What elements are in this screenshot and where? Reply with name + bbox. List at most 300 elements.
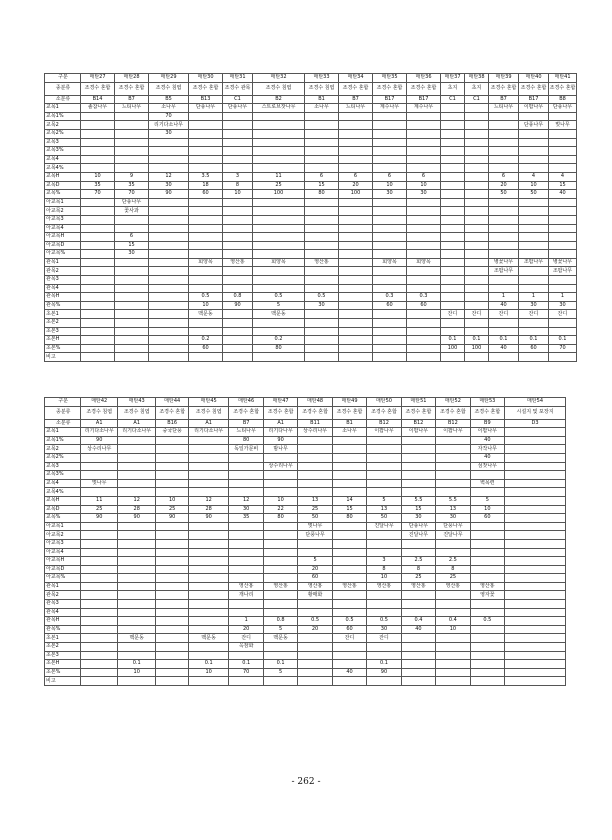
table-cell	[117, 479, 156, 488]
table-cell: 조경수 관목	[223, 82, 253, 95]
table-cell	[81, 565, 117, 574]
table-cell: 이팝나무	[519, 104, 549, 113]
table-cell	[156, 522, 188, 531]
table-cell	[189, 241, 223, 250]
table-cell	[298, 677, 332, 686]
table-cell	[332, 608, 366, 617]
table-cell: 이팝나무	[436, 428, 470, 437]
table-cell	[489, 112, 519, 121]
table-cell: 병꽃나무	[549, 258, 577, 267]
table-cell: 영산홍	[263, 582, 297, 591]
table-cell	[305, 198, 339, 207]
table-cell	[305, 267, 339, 276]
table-cell	[436, 453, 470, 462]
table-cell: 18	[189, 181, 223, 190]
table-cell	[81, 164, 115, 173]
table-cell	[401, 677, 435, 686]
table-cell	[407, 215, 441, 224]
table-cell	[149, 224, 189, 233]
table-cell	[401, 608, 435, 617]
row-label: 교목%	[45, 514, 81, 523]
table-cell: B9	[470, 419, 504, 428]
table-cell: 상수리나무	[263, 462, 297, 471]
table-cell	[470, 634, 504, 643]
table-row	[45, 419, 566, 428]
table-cell	[470, 539, 504, 548]
table-cell	[117, 574, 156, 583]
table-cell	[441, 284, 465, 293]
table-cell	[489, 276, 519, 285]
table-cell	[339, 267, 373, 276]
table-cell: C1	[465, 95, 489, 104]
table-cell	[253, 233, 305, 242]
row-label: 교목%	[45, 190, 81, 199]
table-row	[45, 207, 577, 216]
table-cell	[81, 293, 115, 302]
table-cell	[81, 121, 115, 130]
table-cell: 60	[332, 625, 366, 634]
table-cell: 느티나무	[339, 104, 373, 113]
table-cell	[436, 462, 470, 471]
table-cell	[332, 539, 366, 548]
table-cell	[149, 301, 189, 310]
table-cell	[189, 129, 223, 138]
table-cell	[253, 164, 305, 173]
table-cell: B2	[253, 95, 305, 104]
table-cell: 30	[519, 301, 549, 310]
row-label: 초본2	[45, 643, 81, 652]
table-cell	[305, 241, 339, 250]
table-cell: 조경수 혼합	[436, 406, 470, 419]
table-cell	[465, 164, 489, 173]
table-cell: 매탄36	[407, 74, 441, 83]
table-cell	[81, 224, 115, 233]
table-cell	[117, 488, 156, 497]
table-row	[45, 557, 566, 566]
table-cell	[263, 488, 297, 497]
table-cell	[81, 276, 115, 285]
table-cell	[441, 267, 465, 276]
table-cell	[81, 319, 115, 328]
table-cell: 0.4	[401, 617, 435, 626]
table-cell: 시설지 및 포장지	[505, 406, 566, 419]
table-cell	[367, 436, 401, 445]
row-label: 교목H	[45, 496, 81, 505]
table-row	[45, 112, 577, 121]
table-cell: 영산홍	[229, 582, 263, 591]
table-cell: B12	[367, 419, 401, 428]
table-cell	[117, 651, 156, 660]
table-cell	[441, 164, 465, 173]
table-cell	[229, 574, 263, 583]
table-cell	[489, 284, 519, 293]
table-cell	[188, 591, 229, 600]
table-cell	[519, 155, 549, 164]
table-row	[45, 82, 577, 95]
table-cell	[305, 353, 339, 362]
table-cell	[549, 198, 577, 207]
table-cell: 20	[298, 625, 332, 634]
table-cell	[339, 250, 373, 259]
table-cell: 28	[188, 505, 229, 514]
table-cell: 매탄48	[298, 398, 332, 407]
table-cell	[156, 643, 188, 652]
table-cell	[229, 557, 263, 566]
table-cell	[115, 353, 149, 362]
table-cell	[519, 250, 549, 259]
table-cell: 0.1	[117, 660, 156, 669]
table-cell	[407, 241, 441, 250]
table-cell: 15	[401, 505, 435, 514]
table-cell: 잔디	[229, 634, 263, 643]
table-cell	[373, 164, 407, 173]
table-cell: 40	[489, 301, 519, 310]
table-cell	[332, 677, 366, 686]
table-cell: 3	[367, 557, 401, 566]
table-row	[45, 539, 566, 548]
table-cell: 8	[223, 181, 253, 190]
table-row	[45, 310, 577, 319]
table-cell: 매탄51	[401, 398, 435, 407]
table-row	[45, 181, 577, 190]
table-cell: 매탄35	[373, 74, 407, 83]
table-cell	[436, 634, 470, 643]
table-cell	[149, 155, 189, 164]
table-cell: A1	[81, 419, 117, 428]
table-cell	[149, 276, 189, 285]
table-cell: 15	[332, 505, 366, 514]
table-cell: 70	[229, 668, 263, 677]
row-label: 아교목3	[45, 215, 81, 224]
table-cell: C1	[223, 95, 253, 104]
table-cell: 6	[305, 172, 339, 181]
table-cell	[332, 591, 366, 600]
table-cell: 20	[489, 181, 519, 190]
table-cell	[373, 353, 407, 362]
table-cell	[373, 327, 407, 336]
table-cell	[367, 488, 401, 497]
table-cell: 60	[470, 514, 504, 523]
table-cell: 15	[115, 241, 149, 250]
table-cell: 0.5	[367, 617, 401, 626]
table-cell: 0.1	[465, 336, 489, 345]
table-cell	[81, 591, 117, 600]
table-cell: 잔디	[489, 310, 519, 319]
row-label: 초본1	[45, 634, 81, 643]
table-cell	[441, 319, 465, 328]
row-label: 초본H	[45, 660, 81, 669]
table-cell	[505, 514, 566, 523]
table-cell: 90	[149, 190, 189, 199]
table-cell: 10	[373, 181, 407, 190]
table-cell	[549, 284, 577, 293]
table-cell	[223, 138, 253, 147]
table-cell: 25	[253, 181, 305, 190]
table-cell: 단풍나무	[223, 104, 253, 113]
table-cell: 30	[367, 625, 401, 634]
table-cell	[229, 471, 263, 480]
table-row	[45, 301, 577, 310]
table-cell: 30	[305, 301, 339, 310]
table-cell: 이팝나무	[470, 428, 504, 437]
table-cell	[117, 582, 156, 591]
table-cell	[401, 436, 435, 445]
table-cell	[401, 445, 435, 454]
table-cell: 0.1	[229, 660, 263, 669]
table-cell	[156, 617, 188, 626]
table-cell	[117, 548, 156, 557]
table-cell	[188, 479, 229, 488]
table-cell	[373, 121, 407, 130]
table-cell	[373, 310, 407, 319]
table-cell: 1	[229, 617, 263, 626]
table-cell	[229, 462, 263, 471]
table-cell	[339, 112, 373, 121]
page-number: - 262 -	[291, 777, 321, 787]
row-label: 교목3	[45, 138, 81, 147]
table-row	[45, 591, 566, 600]
table-cell: 90	[188, 514, 229, 523]
table-cell: 10	[470, 505, 504, 514]
table-cell	[489, 164, 519, 173]
table-cell	[505, 428, 566, 437]
table-row	[45, 677, 566, 686]
table-cell	[489, 155, 519, 164]
table-cell	[470, 651, 504, 660]
table-cell	[81, 453, 117, 462]
table-cell	[298, 436, 332, 445]
table-cell: 영산홍	[298, 582, 332, 591]
table-cell	[223, 353, 253, 362]
table-row	[45, 95, 577, 104]
table-cell	[298, 488, 332, 497]
table-cell	[489, 319, 519, 328]
table-row	[45, 155, 577, 164]
table-cell	[263, 453, 297, 462]
table-cell	[470, 557, 504, 566]
table-cell	[470, 608, 504, 617]
table-cell	[489, 147, 519, 156]
table-cell: 35	[229, 514, 263, 523]
table-cell: 30	[149, 129, 189, 138]
table-cell	[263, 608, 297, 617]
table-cell	[339, 276, 373, 285]
table-cell	[188, 677, 229, 686]
table-cell	[156, 668, 188, 677]
table-cell	[298, 479, 332, 488]
table-cell: 매탄41	[549, 74, 577, 83]
table-cell: 회양목	[253, 258, 305, 267]
table-cell	[189, 147, 223, 156]
table-cell	[339, 310, 373, 319]
table-cell: 5	[253, 301, 305, 310]
table-cell	[81, 677, 117, 686]
table-cell	[549, 164, 577, 173]
table-cell	[441, 104, 465, 113]
table-cell	[332, 557, 366, 566]
table-cell: 영산홍	[367, 582, 401, 591]
table-cell: 맥문동	[117, 634, 156, 643]
table-cell	[367, 453, 401, 462]
table-cell	[519, 207, 549, 216]
table-cell: 13	[436, 505, 470, 514]
table-cell	[253, 215, 305, 224]
table-cell	[253, 276, 305, 285]
table-cell	[436, 677, 470, 686]
table-cell: 11	[253, 172, 305, 181]
row-label: 관목2	[45, 591, 81, 600]
table-cell: 0.5	[470, 617, 504, 626]
table-cell	[505, 445, 566, 454]
table-cell: 회양목	[189, 258, 223, 267]
table-cell: 80	[229, 436, 263, 445]
table-cell	[519, 319, 549, 328]
table-cell: 80	[305, 190, 339, 199]
table-cell	[332, 600, 366, 609]
table-row	[45, 276, 577, 285]
table-cell: 4	[519, 172, 549, 181]
table-cell	[332, 462, 366, 471]
table-cell	[407, 310, 441, 319]
table-cell	[519, 284, 549, 293]
row-label: 초본2	[45, 319, 81, 328]
table-cell: 40	[470, 436, 504, 445]
table-cell	[223, 233, 253, 242]
table-cell: 100	[253, 190, 305, 199]
table-cell	[407, 207, 441, 216]
table-cell	[253, 147, 305, 156]
table-cell: 60	[373, 301, 407, 310]
table-cell: 70	[149, 112, 189, 121]
table-cell: 꽃사과	[115, 207, 149, 216]
table-cell: 90	[117, 514, 156, 523]
row-label: 교목2%	[45, 129, 81, 138]
table-cell: 졸참나무	[81, 104, 115, 113]
table-cell	[263, 548, 297, 557]
table-cell: 0.5	[253, 293, 305, 302]
table-cell	[156, 651, 188, 660]
table-cell: 조경수 혼합	[298, 406, 332, 419]
table-row	[45, 233, 577, 242]
table-cell	[407, 224, 441, 233]
table-cell	[470, 565, 504, 574]
table-cell	[465, 207, 489, 216]
table-cell	[465, 319, 489, 328]
table-cell: 맥문동	[189, 310, 223, 319]
row-label: 관목%	[45, 625, 81, 634]
table-cell	[188, 548, 229, 557]
table-cell: 조경수 혼합	[332, 406, 366, 419]
table-cell	[470, 600, 504, 609]
table-cell: 70	[115, 190, 149, 199]
table-cell: 영산홍	[332, 582, 366, 591]
table-cell	[223, 198, 253, 207]
table-cell: 13	[367, 505, 401, 514]
table-cell	[305, 207, 339, 216]
table-cell	[298, 445, 332, 454]
table-cell	[156, 608, 188, 617]
table-cell: 9	[115, 172, 149, 181]
table-cell	[436, 436, 470, 445]
table-cell	[505, 496, 566, 505]
table-cell	[332, 660, 366, 669]
table-cell	[465, 215, 489, 224]
table-cell	[149, 207, 189, 216]
table-cell	[115, 138, 149, 147]
table-row	[45, 353, 577, 362]
table-cell	[298, 660, 332, 669]
table-cell	[305, 310, 339, 319]
table-row	[45, 267, 577, 276]
table-cell	[188, 651, 229, 660]
table-cell	[470, 677, 504, 686]
table-cell	[505, 591, 566, 600]
table-cell	[505, 539, 566, 548]
table-cell	[81, 147, 115, 156]
table-cell: B16	[156, 419, 188, 428]
table-cell	[305, 215, 339, 224]
table-cell	[436, 600, 470, 609]
table-cell: 단풍나무	[115, 198, 149, 207]
table-cell	[505, 479, 566, 488]
table-cell: 0.1	[263, 660, 297, 669]
table-row	[45, 129, 577, 138]
table-cell	[489, 138, 519, 147]
row-label: 관목1	[45, 582, 81, 591]
table-cell	[505, 531, 566, 540]
table-cell	[305, 155, 339, 164]
table-cell: 잔디	[549, 310, 577, 319]
table-cell	[115, 112, 149, 121]
table-cell	[188, 608, 229, 617]
table-cell	[549, 155, 577, 164]
table-cell	[401, 634, 435, 643]
table-cell: 스트로브잣나무	[253, 104, 305, 113]
table-cell	[367, 651, 401, 660]
table-cell	[436, 548, 470, 557]
table-cell: B5	[149, 95, 189, 104]
table-cell	[505, 574, 566, 583]
table-cell: 매탄33	[305, 74, 339, 83]
table-cell: 매탄37	[441, 74, 465, 83]
table-cell	[489, 207, 519, 216]
table-cell: 단풍나무	[549, 104, 577, 113]
row-label: 아교목4	[45, 224, 81, 233]
table-cell	[367, 608, 401, 617]
table-cell: 느티나무	[115, 104, 149, 113]
table-cell	[263, 479, 297, 488]
table-cell	[298, 668, 332, 677]
table-cell	[81, 258, 115, 267]
table-cell: 0.8	[263, 617, 297, 626]
row-label: 교목1%	[45, 436, 81, 445]
table-cell	[298, 600, 332, 609]
table-cell	[549, 129, 577, 138]
table-cell	[305, 284, 339, 293]
table-cell: 조경수 혼합	[156, 406, 188, 419]
table-cell	[436, 668, 470, 677]
table-cell	[253, 241, 305, 250]
table-cell	[188, 582, 229, 591]
table-cell	[401, 668, 435, 677]
row-label: 아교목%	[45, 574, 81, 583]
table-cell	[407, 319, 441, 328]
table-cell: 이팝나무	[367, 428, 401, 437]
table-row	[45, 582, 566, 591]
table-cell: 조경수 혼합	[81, 82, 115, 95]
table-cell	[441, 276, 465, 285]
table-cell: 5	[367, 496, 401, 505]
